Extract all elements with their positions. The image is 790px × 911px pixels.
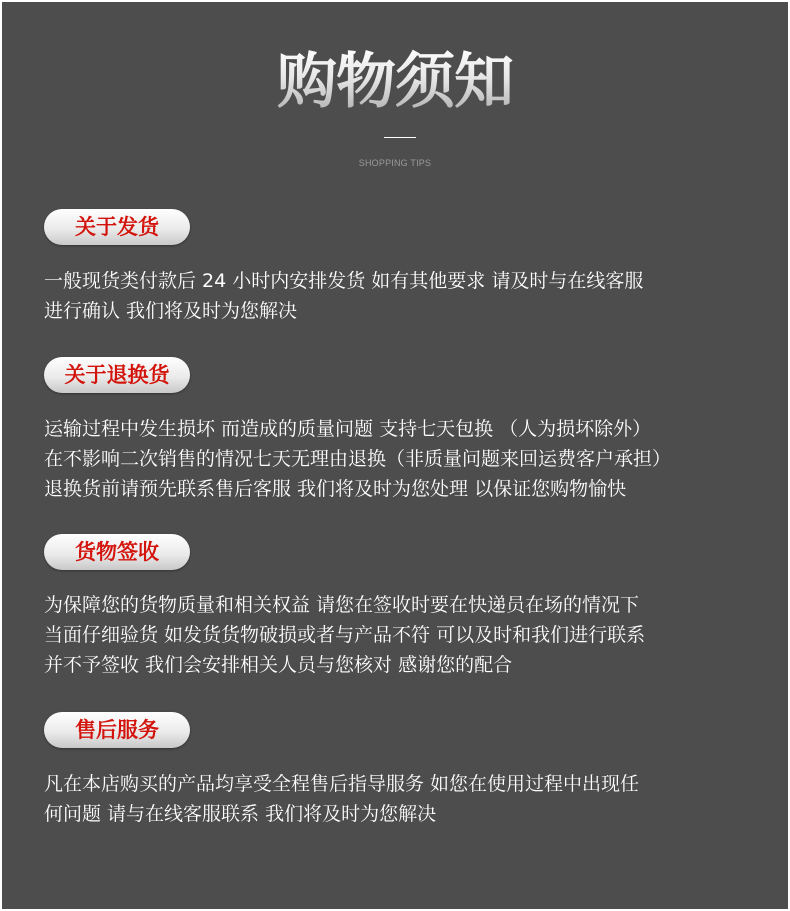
page-subtitle: SHOPPING TIPS	[358, 158, 432, 168]
section-body-returns	[44, 414, 784, 504]
section-line: 并不予签收 我们会安排相关人员与您核对 感谢您的配合	[44, 654, 513, 676]
section-heading-shipping: 关于发货	[44, 209, 190, 245]
section-body-after-sales	[44, 769, 784, 829]
section-heading-after-sales: 售后服务	[44, 712, 190, 748]
section-line: 一般现货类付款后 24 小时内安排发货 如有其他要求 请及时与在线客服	[44, 270, 644, 292]
title-divider	[384, 137, 416, 138]
page-title: 购物须知	[2, 46, 788, 118]
section-line: 何问题 请与在线客服联系 我们将及时为您解决	[44, 803, 437, 825]
section-line: 凡在本店购买的产品均享受全程售后指导服务 如您在使用过程中出现任	[44, 773, 640, 795]
section-line: 为保障您的货物质量和相关权益 请您在签收时要在快递员在场的情况下	[44, 594, 640, 616]
section-line: 进行确认 我们将及时为您解决	[44, 300, 298, 322]
section-body-receipt	[44, 590, 784, 680]
section-line: 在不影响二次销售的情况七天无理由退换（非质量问题来回运费客户承担）	[44, 448, 672, 470]
section-line: 当面仔细验货 如发货货物破损或者与产品不符 可以及时和我们进行联系	[44, 624, 646, 646]
section-body-shipping	[44, 266, 784, 326]
section-line: 退换货前请预先联系售后客服 我们将及时为您处理 以保证您购物愉快	[44, 478, 627, 500]
section-line: 运输过程中发生损坏 而造成的质量问题 支持七天包换 （人为损坏除外）	[44, 418, 652, 440]
section-heading-receipt: 货物签收	[44, 534, 190, 570]
section-heading-returns: 关于退换货	[44, 357, 190, 393]
shopping-tips-panel	[2, 2, 788, 909]
